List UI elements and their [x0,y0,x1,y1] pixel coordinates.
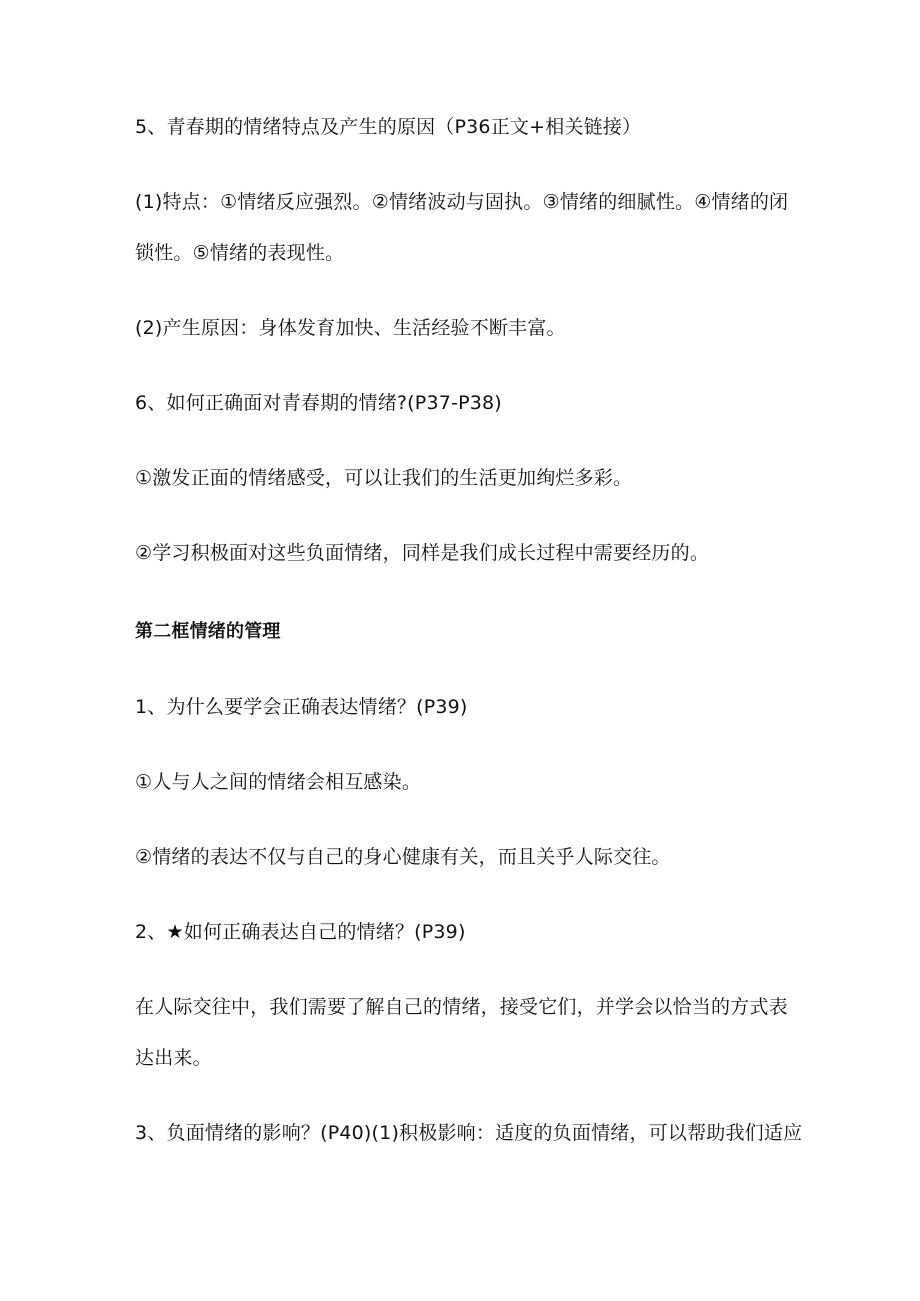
traits-paragraph-line-2: 锁性。⑤情绪的表现性。 [135,242,345,264]
section-6-title: 6、如何正确面对青春期的情绪?(P37-P38) [135,392,502,414]
traits-paragraph-line-1: (1)特点：①情绪反应强烈。②情绪波动与固执。③情绪的细腻性。④情绪的闭 [135,191,789,213]
list-item: ②情绪的表达不仅与自己的身心健康有关，而且关乎人际交往。 [135,846,671,868]
section-5-title: 5、青春期的情绪特点及产生的原因（P36正文+相关链接） [135,116,642,138]
expression-paragraph-line-1: 在人际交往中，我们需要了解自己的情绪，接受它们，并学会以恰当的方式表 [135,996,788,1018]
causes-paragraph: (2)产生原因：身体发育加快、生活经验不断丰富。 [135,317,566,339]
list-item: ①人与人之间的情绪会相互感染。 [135,771,422,793]
expression-paragraph-line-2: 达出来。 [135,1047,212,1069]
section-2-title: 2、★如何正确表达自己的情绪？(P39) [135,921,466,943]
section-3-title: 3、负面情绪的影响？(P40)(1)积极影响：适度的负面情绪，可以帮助我们适应 [135,1122,803,1144]
list-item: ①激发正面的情绪感受，可以让我们的生活更加绚烂多彩。 [135,467,633,489]
section-1-title: 1、为什么要学会正确表达情绪？(P39) [135,696,468,718]
list-item: ②学习积极面对这些负面情绪，同样是我们成长过程中需要经历的。 [135,542,710,564]
chapter-heading: 第二框情绪的管理 [135,621,281,642]
